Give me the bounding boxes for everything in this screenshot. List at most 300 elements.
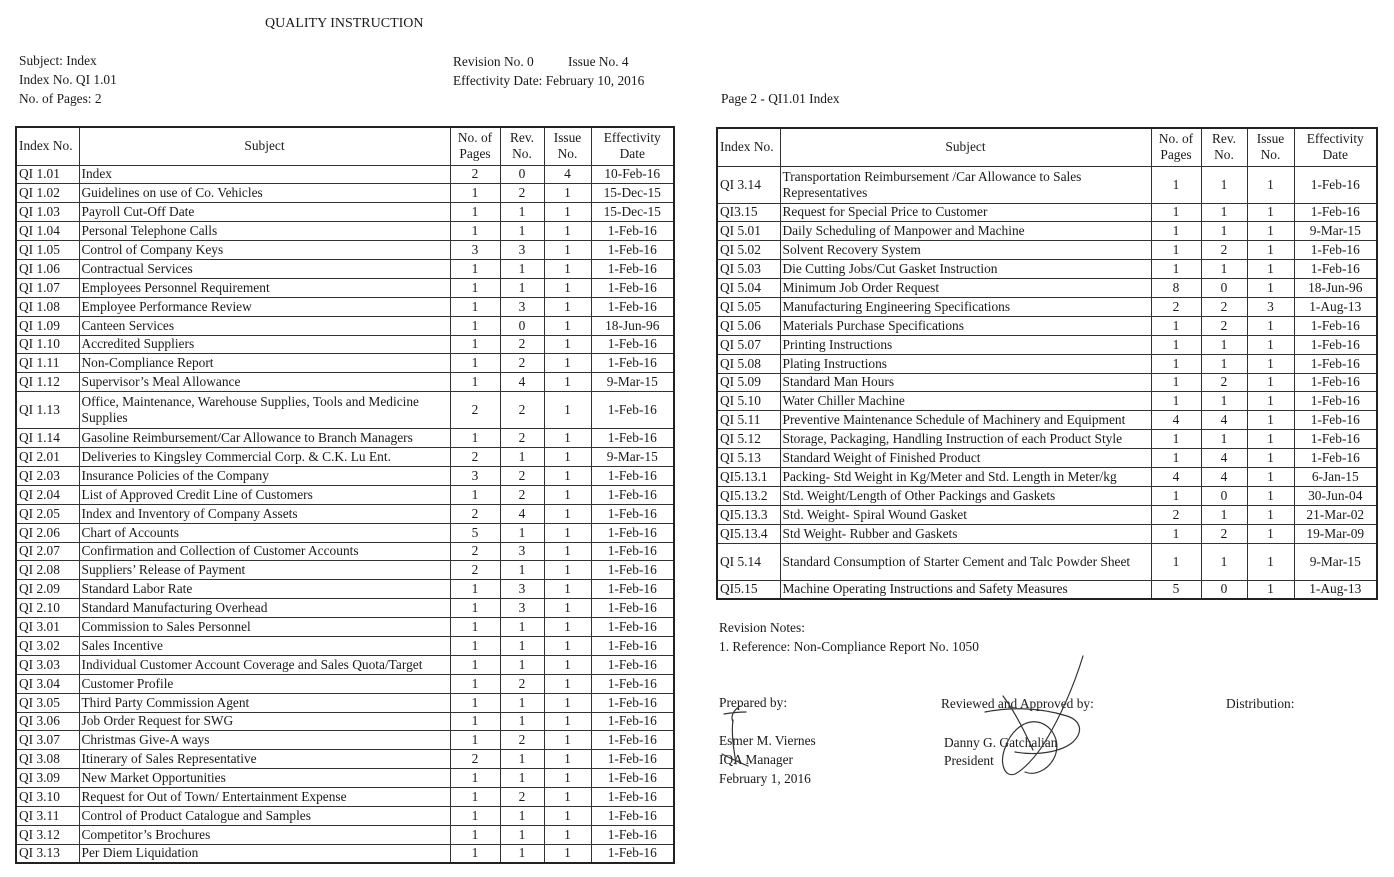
table-row — [717, 354, 1377, 373]
row-rev-no: 2 — [500, 485, 544, 504]
row-subject: Canteen Services — [79, 316, 450, 335]
row-no-of-pages: 2 — [450, 448, 500, 467]
row-rev-no: 1 — [500, 655, 544, 674]
row-effectivity-date: 1-Feb-16 — [1294, 241, 1377, 260]
row-issue-no: 1 — [544, 278, 591, 297]
row-effectivity-date: 6-Jan-15 — [1294, 467, 1377, 486]
table-row — [16, 599, 674, 618]
row-index-no: QI 5.11 — [717, 411, 780, 430]
row-effectivity-date: 9-Mar-15 — [591, 448, 674, 467]
row-subject: Plating Instructions — [780, 354, 1151, 373]
row-issue-no: 1 — [544, 241, 591, 260]
row-index-no: QI3.15 — [717, 203, 780, 222]
row-no-of-pages: 1 — [1151, 222, 1201, 241]
table-row — [717, 486, 1377, 505]
row-subject: Suppliers’ Release of Payment — [79, 561, 450, 580]
row-subject: Competitor’s Brochures — [79, 825, 450, 844]
row-issue-no: 1 — [544, 354, 591, 373]
row-effectivity-date: 10-Feb-16 — [591, 165, 674, 184]
row-issue-no: 1 — [544, 731, 591, 750]
row-rev-no: 4 — [500, 373, 544, 392]
row-rev-no: 1 — [1201, 166, 1247, 203]
row-index-no: QI 1.10 — [16, 335, 79, 354]
table-row — [717, 297, 1377, 316]
row-index-no: QI 5.07 — [717, 335, 780, 354]
row-rev-no: 2 — [1201, 297, 1247, 316]
row-rev-no: 0 — [500, 165, 544, 184]
row-effectivity-date: 1-Feb-16 — [591, 636, 674, 655]
row-no-of-pages: 1 — [1151, 166, 1201, 203]
row-no-of-pages: 1 — [450, 222, 500, 241]
row-subject: Die Cutting Jobs/Cut Gasket Instruction — [780, 260, 1151, 279]
row-index-no: QI5.13.3 — [717, 505, 780, 524]
row-rev-no: 3 — [500, 297, 544, 316]
row-no-of-pages: 1 — [450, 297, 500, 316]
row-subject: Standard Consumption of Starter Cement and Talc Powder Sheet — [780, 543, 1151, 580]
row-subject: Std. Weight/Length of Other Packings and Gaskets — [780, 486, 1151, 505]
row-effectivity-date: 1-Feb-16 — [591, 429, 674, 448]
table-row — [16, 712, 674, 731]
row-effectivity-date: 9-Mar-15 — [1294, 543, 1377, 580]
row-effectivity-date: 1-Feb-16 — [591, 542, 674, 561]
table-row — [16, 222, 674, 241]
row-index-no: QI 2.07 — [16, 542, 79, 561]
row-effectivity-date: 1-Feb-16 — [591, 825, 674, 844]
row-no-of-pages: 1 — [450, 184, 500, 203]
row-no-of-pages: 2 — [450, 165, 500, 184]
row-no-of-pages: 2 — [450, 504, 500, 523]
reviewed-by-label: Reviewed and Approved by: — [941, 696, 1094, 711]
table-row — [16, 561, 674, 580]
row-no-of-pages: 1 — [1151, 316, 1201, 335]
row-subject: Storage, Packaging, Handling Instruction of each Product Style — [780, 430, 1151, 449]
row-effectivity-date: 1-Feb-16 — [1294, 335, 1377, 354]
table-row — [16, 788, 674, 807]
row-issue-no: 1 — [1247, 354, 1294, 373]
table-row — [717, 580, 1377, 599]
row-index-no: QI 5.09 — [717, 373, 780, 392]
row-effectivity-date: 1-Feb-16 — [591, 561, 674, 580]
row-issue-no: 1 — [544, 504, 591, 523]
revision-number-line: Revision No. 0 — [453, 54, 534, 69]
row-index-no: QI 3.05 — [16, 693, 79, 712]
row-effectivity-date: 1-Feb-16 — [591, 354, 674, 373]
row-subject: List of Approved Credit Line of Customers — [79, 485, 450, 504]
row-effectivity-date: 1-Feb-16 — [591, 712, 674, 731]
row-subject: Index and Inventory of Company Assets — [79, 504, 450, 523]
row-no-of-pages: 2 — [450, 392, 500, 429]
row-issue-no: 1 — [544, 466, 591, 485]
row-no-of-pages: 1 — [450, 674, 500, 693]
table-row — [16, 542, 674, 561]
row-issue-no: 1 — [544, 448, 591, 467]
row-no-of-pages: 1 — [450, 373, 500, 392]
distribution-label: Distribution: — [1226, 696, 1295, 711]
row-index-no: QI5.15 — [717, 580, 780, 599]
row-no-of-pages: 1 — [450, 693, 500, 712]
row-issue-no: 1 — [544, 222, 591, 241]
row-issue-no: 1 — [544, 542, 591, 561]
row-index-no: QI 2.08 — [16, 561, 79, 580]
row-subject: Employee Performance Review — [79, 297, 450, 316]
row-no-of-pages: 1 — [450, 599, 500, 618]
row-no-of-pages: 1 — [450, 278, 500, 297]
row-index-no: QI 1.07 — [16, 278, 79, 297]
row-rev-no: 3 — [500, 599, 544, 618]
row-rev-no: 2 — [500, 731, 544, 750]
row-issue-no: 1 — [544, 523, 591, 542]
table-row — [717, 430, 1377, 449]
row-subject: Control of Company Keys — [79, 241, 450, 260]
row-subject: Machine Operating Instructions and Safety Measures — [780, 580, 1151, 599]
row-index-no: QI 3.11 — [16, 807, 79, 826]
row-index-no: QI 2.05 — [16, 504, 79, 523]
row-subject: Payroll Cut-Off Date — [79, 203, 450, 222]
row-issue-no: 1 — [1247, 467, 1294, 486]
row-rev-no: 1 — [500, 222, 544, 241]
row-subject: Printing Instructions — [780, 335, 1151, 354]
row-index-no: QI 2.04 — [16, 485, 79, 504]
row-rev-no: 1 — [500, 844, 544, 863]
row-effectivity-date: 1-Feb-16 — [591, 750, 674, 769]
row-no-of-pages: 1 — [450, 618, 500, 637]
subject-line: Subject: Index — [19, 53, 97, 68]
row-subject: Confirmation and Collection of Customer Accounts — [79, 542, 450, 561]
header-issue-no: Issue No. — [1247, 128, 1294, 166]
row-effectivity-date: 21-Mar-02 — [1294, 505, 1377, 524]
row-no-of-pages: 3 — [450, 241, 500, 260]
table-row — [717, 279, 1377, 298]
row-effectivity-date: 1-Feb-16 — [1294, 354, 1377, 373]
header-subject: Subject — [79, 127, 450, 165]
row-issue-no: 1 — [544, 392, 591, 429]
row-subject: Third Party Commission Agent — [79, 693, 450, 712]
row-effectivity-date: 1-Feb-16 — [1294, 392, 1377, 411]
row-effectivity-date: 1-Feb-16 — [591, 655, 674, 674]
row-no-of-pages: 5 — [1151, 580, 1201, 599]
row-rev-no: 1 — [500, 769, 544, 788]
row-rev-no: 2 — [1201, 524, 1247, 543]
table-row — [717, 449, 1377, 468]
row-subject: Packing- Std Weight in Kg/Meter and Std. Length in Meter/kg — [780, 467, 1151, 486]
row-no-of-pages: 1 — [1151, 203, 1201, 222]
row-no-of-pages: 8 — [1151, 279, 1201, 298]
table-row — [16, 392, 674, 429]
row-subject: Gasoline Reimbursement/Car Allowance to Branch Managers — [79, 429, 450, 448]
row-index-no: QI 5.03 — [717, 260, 780, 279]
row-subject: Employees Personnel Requirement — [79, 278, 450, 297]
row-effectivity-date: 1-Feb-16 — [591, 599, 674, 618]
row-issue-no: 1 — [1247, 222, 1294, 241]
table-row — [16, 203, 674, 222]
row-effectivity-date: 1-Feb-16 — [1294, 166, 1377, 203]
row-issue-no: 1 — [1247, 486, 1294, 505]
row-subject: Supervisor’s Meal Allowance — [79, 373, 450, 392]
row-rev-no: 4 — [500, 504, 544, 523]
row-no-of-pages: 1 — [450, 731, 500, 750]
row-rev-no: 2 — [500, 429, 544, 448]
row-issue-no: 1 — [544, 655, 591, 674]
row-no-of-pages: 2 — [1151, 297, 1201, 316]
row-rev-no: 1 — [500, 259, 544, 278]
row-no-of-pages: 1 — [450, 259, 500, 278]
row-no-of-pages: 1 — [1151, 486, 1201, 505]
row-rev-no: 1 — [1201, 203, 1247, 222]
row-issue-no: 1 — [544, 316, 591, 335]
row-rev-no: 4 — [1201, 449, 1247, 468]
page-two-label: Page 2 - QI1.01 Index — [721, 91, 840, 106]
row-index-no: QI 5.12 — [717, 430, 780, 449]
row-index-no: QI 5.05 — [717, 297, 780, 316]
row-rev-no: 1 — [500, 750, 544, 769]
table-row — [16, 731, 674, 750]
row-effectivity-date: 15-Dec-15 — [591, 184, 674, 203]
header-rev-no: Rev. No. — [500, 127, 544, 165]
row-subject: Preventive Maintenance Schedule of Machinery and Equipment — [780, 411, 1151, 430]
row-subject: Manufacturing Engineering Specifications — [780, 297, 1151, 316]
row-subject: Std Weight- Rubber and Gaskets — [780, 524, 1151, 543]
table-row — [717, 241, 1377, 260]
row-issue-no: 1 — [544, 561, 591, 580]
effectivity-date-line: Effectivity Date: February 10, 2016 — [453, 73, 645, 88]
row-issue-no: 1 — [1247, 524, 1294, 543]
row-no-of-pages: 1 — [450, 769, 500, 788]
row-no-of-pages: 1 — [1151, 241, 1201, 260]
table-row — [717, 392, 1377, 411]
row-subject: Daily Scheduling of Manpower and Machine — [780, 222, 1151, 241]
row-subject: Commission to Sales Personnel — [79, 618, 450, 637]
row-rev-no: 2 — [500, 335, 544, 354]
row-effectivity-date: 1-Feb-16 — [591, 580, 674, 599]
row-issue-no: 1 — [1247, 241, 1294, 260]
row-no-of-pages: 1 — [450, 655, 500, 674]
row-effectivity-date: 1-Feb-16 — [591, 618, 674, 637]
row-index-no: QI 5.08 — [717, 354, 780, 373]
row-no-of-pages: 1 — [450, 807, 500, 826]
row-issue-no: 1 — [544, 485, 591, 504]
row-effectivity-date: 1-Feb-16 — [1294, 449, 1377, 468]
row-issue-no: 1 — [544, 674, 591, 693]
row-effectivity-date: 1-Feb-16 — [591, 674, 674, 693]
row-effectivity-date: 1-Feb-16 — [591, 241, 674, 260]
row-effectivity-date: 1-Feb-16 — [1294, 260, 1377, 279]
row-issue-no: 1 — [1247, 449, 1294, 468]
table-row — [16, 825, 674, 844]
row-subject: Standard Labor Rate — [79, 580, 450, 599]
row-index-no: QI 1.12 — [16, 373, 79, 392]
row-issue-no: 1 — [544, 750, 591, 769]
row-subject: Customer Profile — [79, 674, 450, 693]
row-issue-no: 1 — [544, 184, 591, 203]
row-no-of-pages: 2 — [450, 561, 500, 580]
row-subject: Contractual Services — [79, 259, 450, 278]
table-row — [717, 222, 1377, 241]
row-effectivity-date: 1-Feb-16 — [591, 844, 674, 863]
row-effectivity-date: 18-Jun-96 — [591, 316, 674, 335]
approval-signature-mark — [975, 652, 1095, 782]
row-issue-no: 1 — [1247, 203, 1294, 222]
row-subject: Guidelines on use of Co. Vehicles — [79, 184, 450, 203]
prepared-signature-mark — [700, 700, 780, 780]
row-rev-no: 4 — [1201, 467, 1247, 486]
row-index-no: QI 5.13 — [717, 449, 780, 468]
row-issue-no: 1 — [544, 599, 591, 618]
row-subject: Request for Special Price to Customer — [780, 203, 1151, 222]
table-row — [16, 429, 674, 448]
row-index-no: QI5.13.4 — [717, 524, 780, 543]
row-subject: Standard Man Hours — [780, 373, 1151, 392]
row-rev-no: 1 — [500, 693, 544, 712]
row-index-no: QI 2.09 — [16, 580, 79, 599]
table-row — [717, 411, 1377, 430]
row-issue-no: 1 — [544, 297, 591, 316]
row-rev-no: 3 — [500, 542, 544, 561]
row-rev-no: 1 — [1201, 505, 1247, 524]
row-index-no: QI 1.11 — [16, 354, 79, 373]
row-subject: Standard Manufacturing Overhead — [79, 599, 450, 618]
row-issue-no: 1 — [1247, 279, 1294, 298]
row-rev-no: 0 — [1201, 279, 1247, 298]
row-no-of-pages: 1 — [1151, 430, 1201, 449]
row-no-of-pages: 1 — [450, 354, 500, 373]
number-of-pages-line: No. of Pages: 2 — [19, 91, 102, 106]
row-no-of-pages: 1 — [450, 429, 500, 448]
row-subject: Sales Incentive — [79, 636, 450, 655]
row-effectivity-date: 9-Mar-15 — [1294, 222, 1377, 241]
row-effectivity-date: 1-Feb-16 — [591, 466, 674, 485]
issue-number-line: Issue No. 4 — [568, 54, 629, 69]
row-effectivity-date: 1-Feb-16 — [591, 335, 674, 354]
header-rev-no: Rev. No. — [1201, 128, 1247, 166]
row-effectivity-date: 15-Dec-15 — [591, 203, 674, 222]
row-index-no: QI 1.14 — [16, 429, 79, 448]
row-issue-no: 1 — [544, 203, 591, 222]
row-issue-no: 1 — [1247, 543, 1294, 580]
row-rev-no: 1 — [500, 825, 544, 844]
row-no-of-pages: 1 — [450, 316, 500, 335]
row-rev-no: 1 — [1201, 260, 1247, 279]
row-index-no: QI 3.04 — [16, 674, 79, 693]
table-row — [16, 297, 674, 316]
row-index-no: QI 2.10 — [16, 599, 79, 618]
row-index-no: QI 3.12 — [16, 825, 79, 844]
prepared-by-title: IQA Manager — [719, 752, 793, 767]
row-subject: Itinerary of Sales Representative — [79, 750, 450, 769]
row-index-no: QI 3.01 — [16, 618, 79, 637]
index-number-line: Index No. QI 1.01 — [19, 72, 117, 87]
table-row — [717, 467, 1377, 486]
header-effectivity-date: Effectivity Date — [591, 127, 674, 165]
row-effectivity-date: 1-Feb-16 — [1294, 316, 1377, 335]
row-no-of-pages: 2 — [450, 542, 500, 561]
row-subject: Deliveries to Kingsley Commercial Corp. & C.K. Lu Ent. — [79, 448, 450, 467]
index-table-left — [15, 126, 675, 864]
row-no-of-pages: 1 — [1151, 543, 1201, 580]
row-index-no: QI 3.10 — [16, 788, 79, 807]
row-issue-no: 1 — [544, 580, 591, 599]
row-issue-no: 1 — [544, 618, 591, 637]
row-rev-no: 2 — [500, 788, 544, 807]
row-effectivity-date: 1-Feb-16 — [591, 807, 674, 826]
index-table-right — [716, 127, 1378, 600]
row-issue-no: 1 — [1247, 373, 1294, 392]
row-effectivity-date: 1-Feb-16 — [591, 769, 674, 788]
row-effectivity-date: 1-Feb-16 — [591, 297, 674, 316]
table-row — [16, 504, 674, 523]
row-index-no: QI 1.05 — [16, 241, 79, 260]
prepared-by-name: Esmer M. Viernes — [719, 733, 816, 748]
table-row — [717, 260, 1377, 279]
row-no-of-pages: 1 — [1151, 392, 1201, 411]
row-rev-no: 2 — [500, 392, 544, 429]
row-issue-no: 1 — [544, 825, 591, 844]
row-index-no: QI 5.01 — [717, 222, 780, 241]
header-no-of-pages: No. of Pages — [450, 127, 500, 165]
header-no-of-pages: No. of Pages — [1151, 128, 1201, 166]
row-issue-no: 1 — [544, 636, 591, 655]
row-issue-no: 1 — [544, 788, 591, 807]
table-row — [16, 655, 674, 674]
table-row — [16, 259, 674, 278]
row-index-no: QI 3.07 — [16, 731, 79, 750]
row-rev-no: 1 — [500, 278, 544, 297]
row-subject: Insurance Policies of the Company — [79, 466, 450, 485]
row-no-of-pages: 1 — [1151, 260, 1201, 279]
row-no-of-pages: 1 — [1151, 335, 1201, 354]
row-effectivity-date: 1-Aug-13 — [1294, 297, 1377, 316]
row-effectivity-date: 1-Feb-16 — [591, 222, 674, 241]
row-index-no: QI 1.09 — [16, 316, 79, 335]
row-rev-no: 2 — [500, 674, 544, 693]
row-issue-no: 1 — [1247, 335, 1294, 354]
row-effectivity-date: 1-Feb-16 — [591, 278, 674, 297]
row-issue-no: 1 — [544, 335, 591, 354]
revision-note-line: 1. Reference: Non-Compliance Report No. 1050 — [719, 639, 979, 654]
row-issue-no: 1 — [544, 712, 591, 731]
table-row — [16, 354, 674, 373]
row-index-no: QI 1.04 — [16, 222, 79, 241]
table-row — [16, 448, 674, 467]
row-subject: Non-Compliance Report — [79, 354, 450, 373]
row-subject: Std. Weight- Spiral Wound Gasket — [780, 505, 1151, 524]
row-issue-no: 1 — [544, 807, 591, 826]
row-effectivity-date: 9-Mar-15 — [591, 373, 674, 392]
row-effectivity-date: 1-Feb-16 — [591, 259, 674, 278]
table-row — [717, 373, 1377, 392]
row-rev-no: 1 — [1201, 222, 1247, 241]
row-rev-no: 2 — [1201, 241, 1247, 260]
row-index-no: QI 1.01 — [16, 165, 79, 184]
row-subject: Minimum Job Order Request — [780, 279, 1151, 298]
row-issue-no: 1 — [544, 693, 591, 712]
row-subject: Accredited Suppliers — [79, 335, 450, 354]
row-effectivity-date: 1-Feb-16 — [591, 485, 674, 504]
row-rev-no: 2 — [500, 184, 544, 203]
table-row — [16, 618, 674, 637]
table-row — [16, 693, 674, 712]
row-effectivity-date: 1-Feb-16 — [1294, 203, 1377, 222]
row-issue-no: 1 — [544, 769, 591, 788]
table-row — [16, 278, 674, 297]
row-no-of-pages: 1 — [1151, 354, 1201, 373]
table-row — [16, 636, 674, 655]
row-no-of-pages: 4 — [1151, 411, 1201, 430]
row-subject: Christmas Give-A ways — [79, 731, 450, 750]
row-effectivity-date: 1-Feb-16 — [591, 693, 674, 712]
row-rev-no: 3 — [500, 241, 544, 260]
row-rev-no: 1 — [500, 448, 544, 467]
row-rev-no: 1 — [500, 523, 544, 542]
